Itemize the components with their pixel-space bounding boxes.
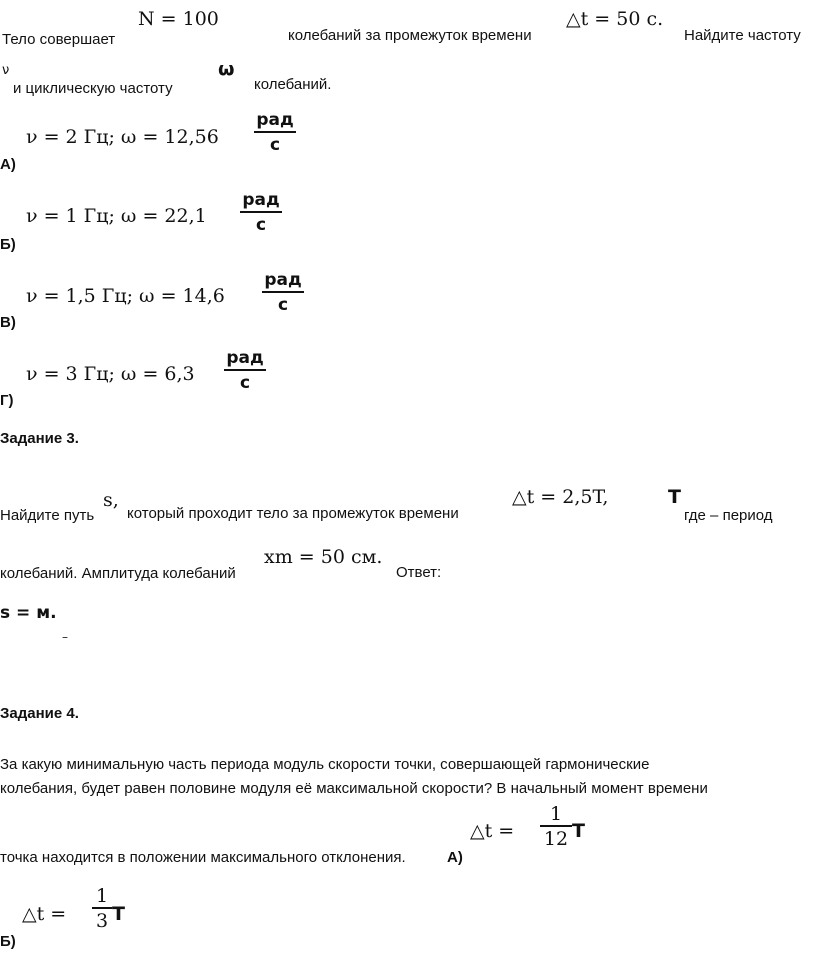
numerator: 1 xyxy=(549,803,563,825)
answer-formula: s = м. xyxy=(0,603,57,623)
denominator: 3 xyxy=(95,910,109,932)
task4-option-a-letter: А) xyxy=(447,849,463,866)
answer-blank-dash: – xyxy=(62,630,68,644)
option-g-unit xyxy=(224,348,266,393)
option-a-unit xyxy=(254,110,296,155)
option-b-expr: ν = 1 Гц; ω = 22,1 xyxy=(26,205,207,227)
task3-text-3: где – период xyxy=(684,507,773,524)
task3-text-1: Найдите путь xyxy=(0,507,95,524)
task4-option-a-lhs: △t = xyxy=(470,820,515,842)
task4-option-b-fraction xyxy=(92,886,112,931)
denominator: 12 xyxy=(543,828,569,850)
task4-option-b-letter: Б) xyxy=(0,933,16,950)
task3-text-4: колебаний. Амплитуда колебаний xyxy=(0,565,236,582)
omega-glyph: ω xyxy=(218,58,235,80)
task4-option-a-t: T xyxy=(572,820,585,842)
t-symbol: T xyxy=(668,486,681,508)
task2-text-1: Тело совершает xyxy=(2,31,116,48)
unit-denominator: с xyxy=(239,373,251,393)
task3-text-2: который проходит тело за промежуток времени xyxy=(127,505,459,522)
option-v-unit xyxy=(262,270,304,315)
fraction-bar xyxy=(254,131,296,133)
fraction-bar xyxy=(262,291,304,293)
task2-text-3: Найдите частоту xyxy=(684,27,801,44)
task2-text-5: колебаний. xyxy=(254,76,332,93)
unit-numerator: рад xyxy=(226,348,264,368)
task3-title: Задание 3. xyxy=(0,430,79,447)
option-a-letter: А) xyxy=(0,156,16,173)
task4-line-3: точка находится в положении максимального отклонения. xyxy=(0,849,406,866)
answer-label: Ответ: xyxy=(396,564,442,581)
unit-denominator: с xyxy=(255,215,267,235)
option-a-expr: ν = 2 Гц; ω = 12,56 xyxy=(26,126,219,148)
option-b-unit xyxy=(240,190,282,235)
unit-numerator: рад xyxy=(242,190,280,210)
option-v-expr: ν = 1,5 Гц; ω = 14,6 xyxy=(26,285,225,307)
dt-formula: △t = 50 с. xyxy=(566,8,664,30)
xm-formula: xm = 50 см. xyxy=(264,546,383,568)
task4-option-b-t: T xyxy=(112,903,125,925)
unit-denominator: с xyxy=(269,135,281,155)
numerator: 1 xyxy=(95,885,109,907)
nu-glyph: ν xyxy=(2,63,10,78)
task4-line-1: За какую минимальную часть периода модуль скорости точки, совершающей гармонические xyxy=(0,756,650,773)
option-v-letter: В) xyxy=(0,314,16,331)
unit-denominator: с xyxy=(277,295,289,315)
n-formula: N = 100 xyxy=(138,8,219,30)
task2-text-2: колебаний за промежуток времени xyxy=(288,27,532,44)
unit-numerator: рад xyxy=(256,110,294,130)
dt-formula-task3: △t = 2,5T, xyxy=(512,486,609,508)
option-b-letter: Б) xyxy=(0,236,16,253)
task4-line-2: колебания, будет равен половине модуля её максимальной скорости? В начальный момент времени xyxy=(0,780,708,797)
option-g-expr: ν = 3 Гц; ω = 6,3 xyxy=(26,363,195,385)
s-symbol: s, xyxy=(103,489,119,511)
task4-option-b-lhs: △t = xyxy=(22,903,67,925)
option-g-letter: Г) xyxy=(0,392,14,409)
task4-option-a-fraction xyxy=(540,804,572,849)
fraction-bar xyxy=(224,369,266,371)
task4-title: Задание 4. xyxy=(0,705,79,722)
fraction-bar xyxy=(240,211,282,213)
fraction-bar xyxy=(540,825,572,827)
task2-text-4: и циклическую частоту xyxy=(13,80,173,97)
fraction-bar xyxy=(92,907,112,909)
unit-numerator: рад xyxy=(264,270,302,290)
